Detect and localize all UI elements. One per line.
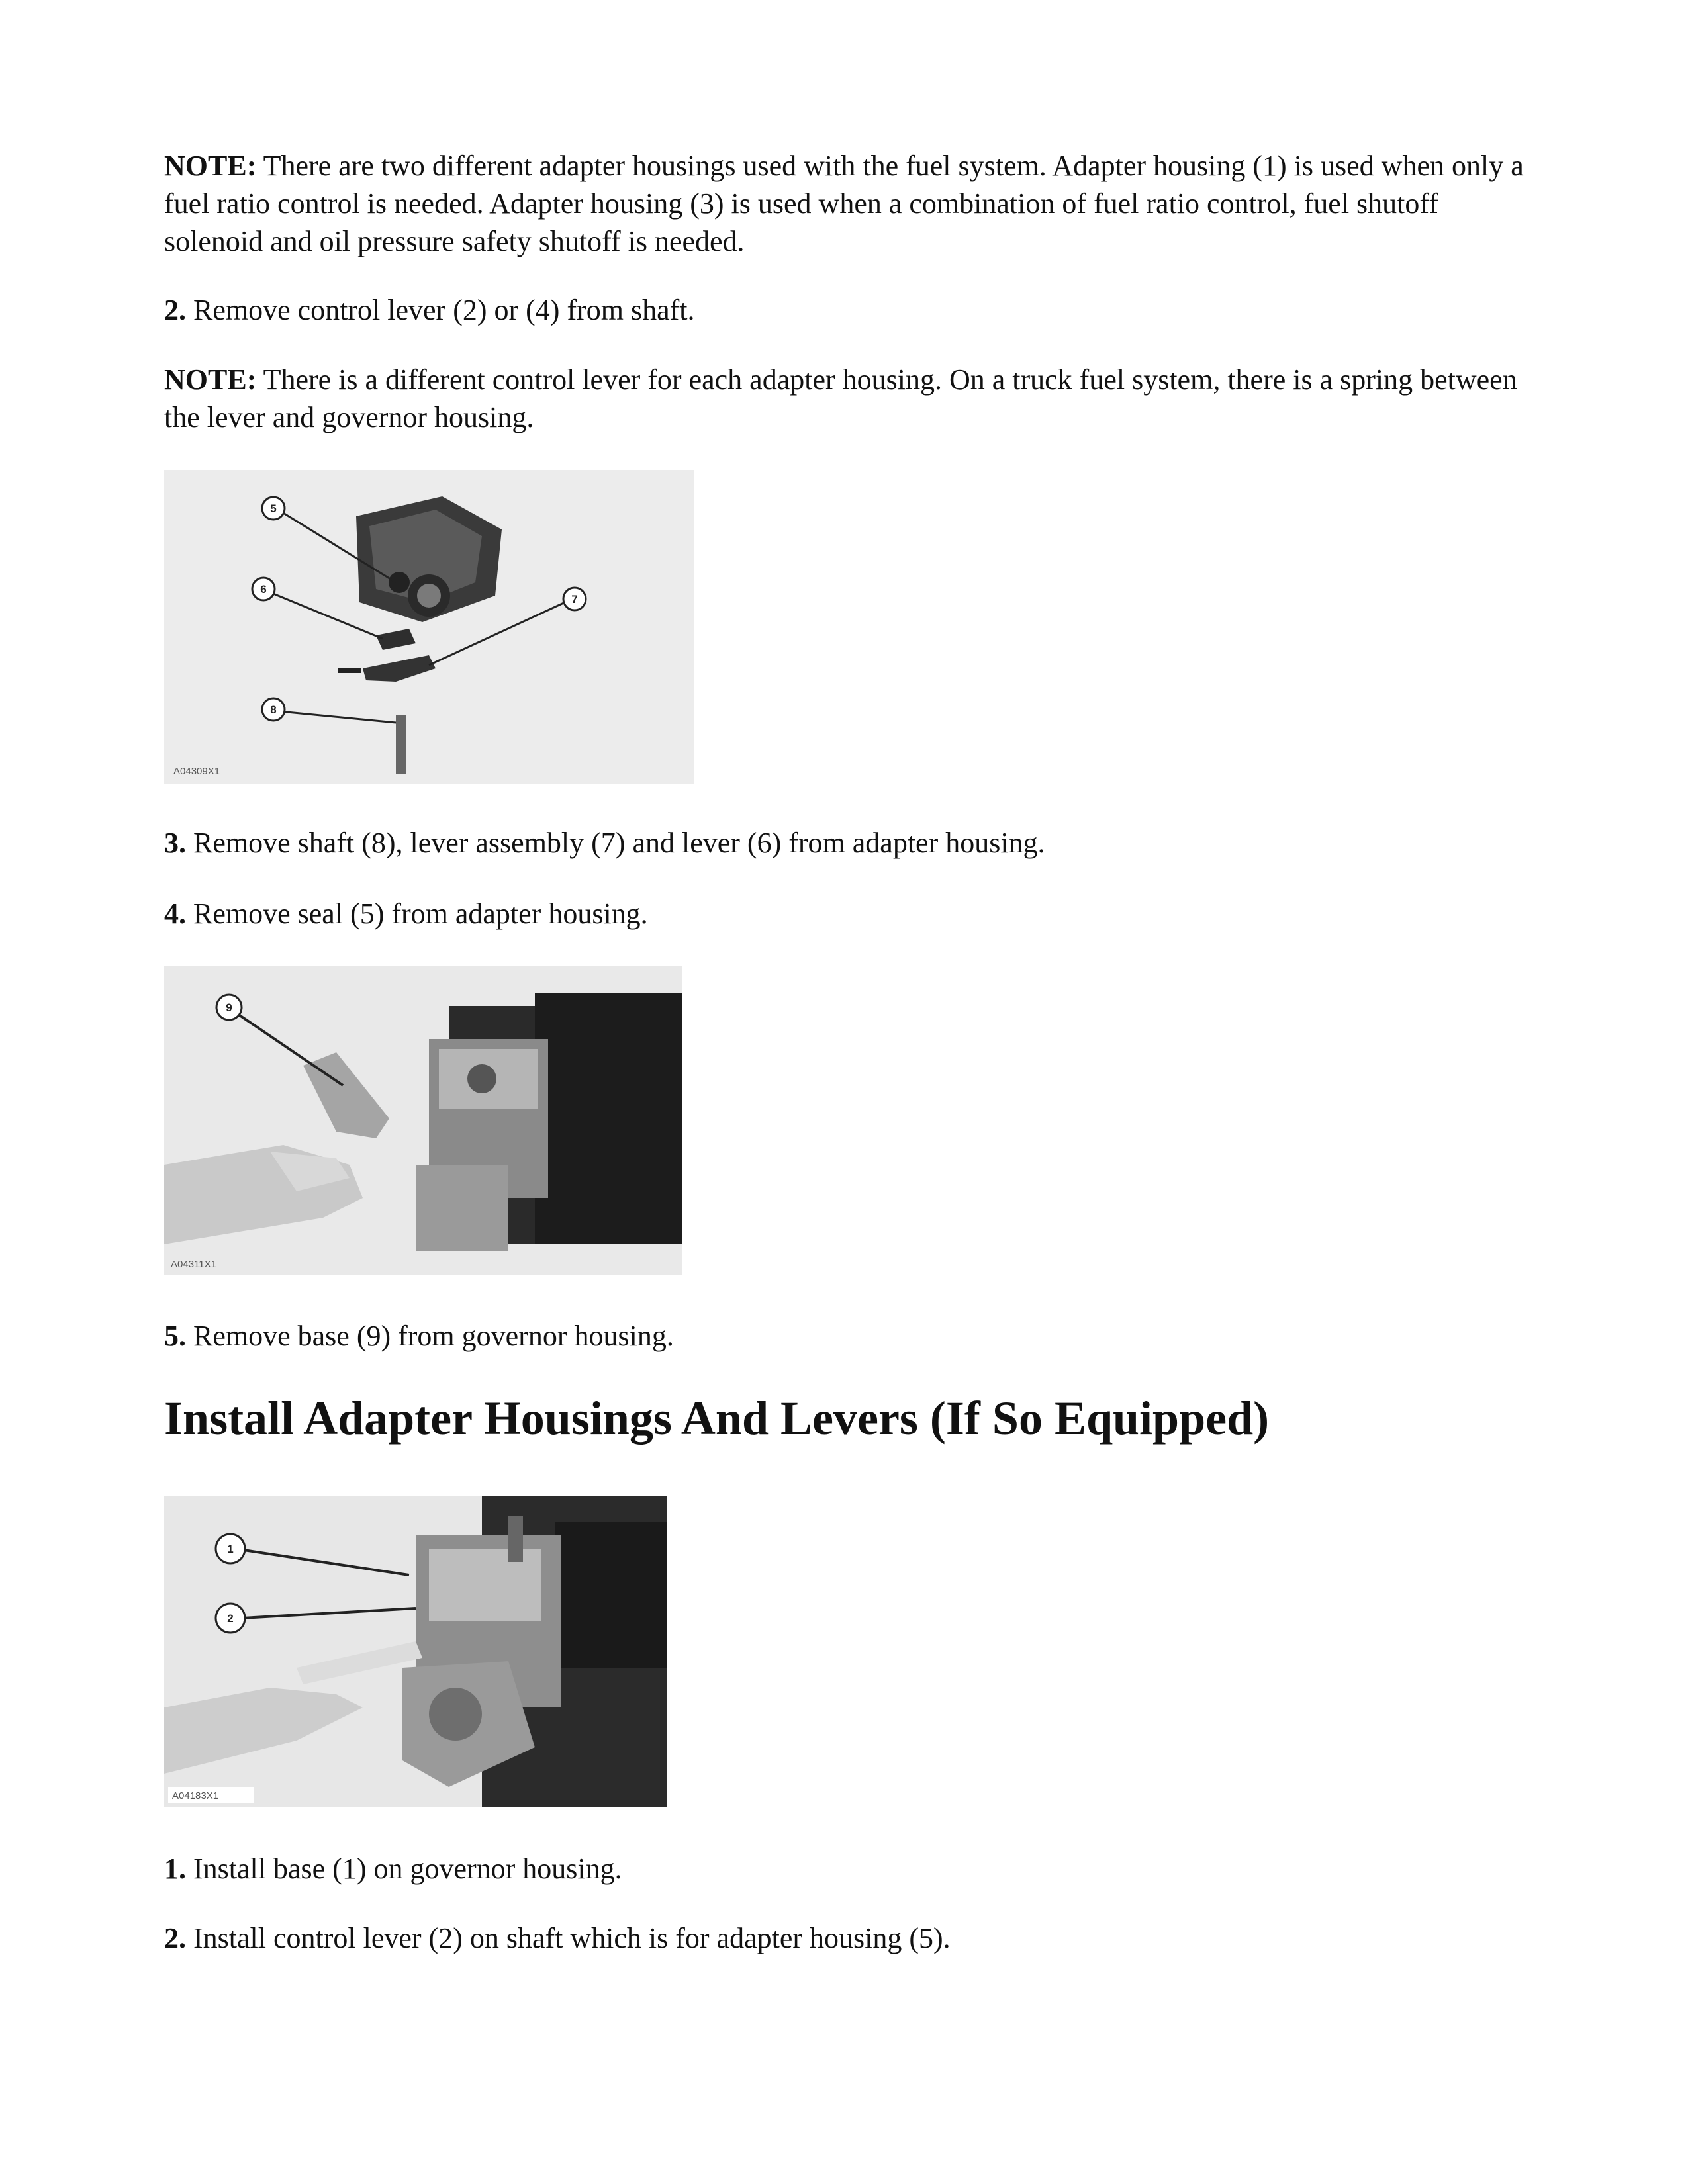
section-heading: Install Adapter Housings And Levers (If So Equipped) <box>164 1392 1270 1445</box>
callout-9: 9 <box>226 1001 232 1014</box>
note-text: There are two different adapter housings used with the fuel system. Adapter housing (1) is used when only a fuel ratio control is needed. Adapter housing (3) is used when a combination of fuel ratio control, fuel shutoff solenoid and oil pressure safety shutoff is needed. <box>164 150 1524 257</box>
install-base-photo <box>164 1496 667 1807</box>
step-text: Remove seal (5) from adapter housing. <box>186 897 648 930</box>
note-label: NOTE: <box>164 150 257 182</box>
step-text: Remove control lever (2) or (4) from shaft. <box>186 294 695 326</box>
note-control-lever <box>164 361 1528 436</box>
figure-install-base <box>164 1496 667 1807</box>
callout-7: 7 <box>571 593 578 606</box>
step-number: 1. <box>164 1852 186 1885</box>
step-text: Remove shaft (8), lever assembly (7) and lever (6) from adapter housing. <box>186 827 1045 859</box>
callout-6: 6 <box>260 583 267 596</box>
step-text: Remove base (9) from governor housing. <box>186 1320 674 1352</box>
step-number: 3. <box>164 827 186 859</box>
step-number: 2. <box>164 294 186 326</box>
adapter-housing-illustration <box>164 470 694 784</box>
figure-adapter-housing-exploded <box>164 470 694 784</box>
step-remove-seal <box>164 895 1528 933</box>
step-text: Install control lever (2) on shaft which is for adapter housing (5). <box>186 1922 951 1954</box>
figure-remove-base <box>164 966 682 1275</box>
step-remove-control-lever <box>164 291 1528 329</box>
figure-id: A04311X1 <box>171 1259 216 1270</box>
step-remove-base <box>164 1317 1528 1355</box>
step-number: 4. <box>164 897 186 930</box>
governor-base-photo <box>164 966 682 1275</box>
figure-id: A04309X1 <box>173 766 220 777</box>
step-install-base <box>164 1850 1528 1888</box>
note-label: NOTE: <box>164 363 257 396</box>
figure-id: A04183X1 <box>172 1790 219 1801</box>
callout-5: 5 <box>270 502 277 515</box>
note-adapter-housings <box>164 147 1528 260</box>
step-number: 5. <box>164 1320 186 1352</box>
callout-1: 1 <box>227 1543 234 1555</box>
step-install-control-lever <box>164 1919 1528 1957</box>
step-remove-shaft <box>164 824 1528 862</box>
callout-8: 8 <box>270 704 277 716</box>
note-text: There is a different control lever for each adapter housing. On a truck fuel system, there is a spring between the lever and governor housing. <box>164 363 1517 433</box>
step-number: 2. <box>164 1922 186 1954</box>
step-text: Install base (1) on governor housing. <box>186 1852 622 1885</box>
callout-2: 2 <box>227 1612 234 1625</box>
